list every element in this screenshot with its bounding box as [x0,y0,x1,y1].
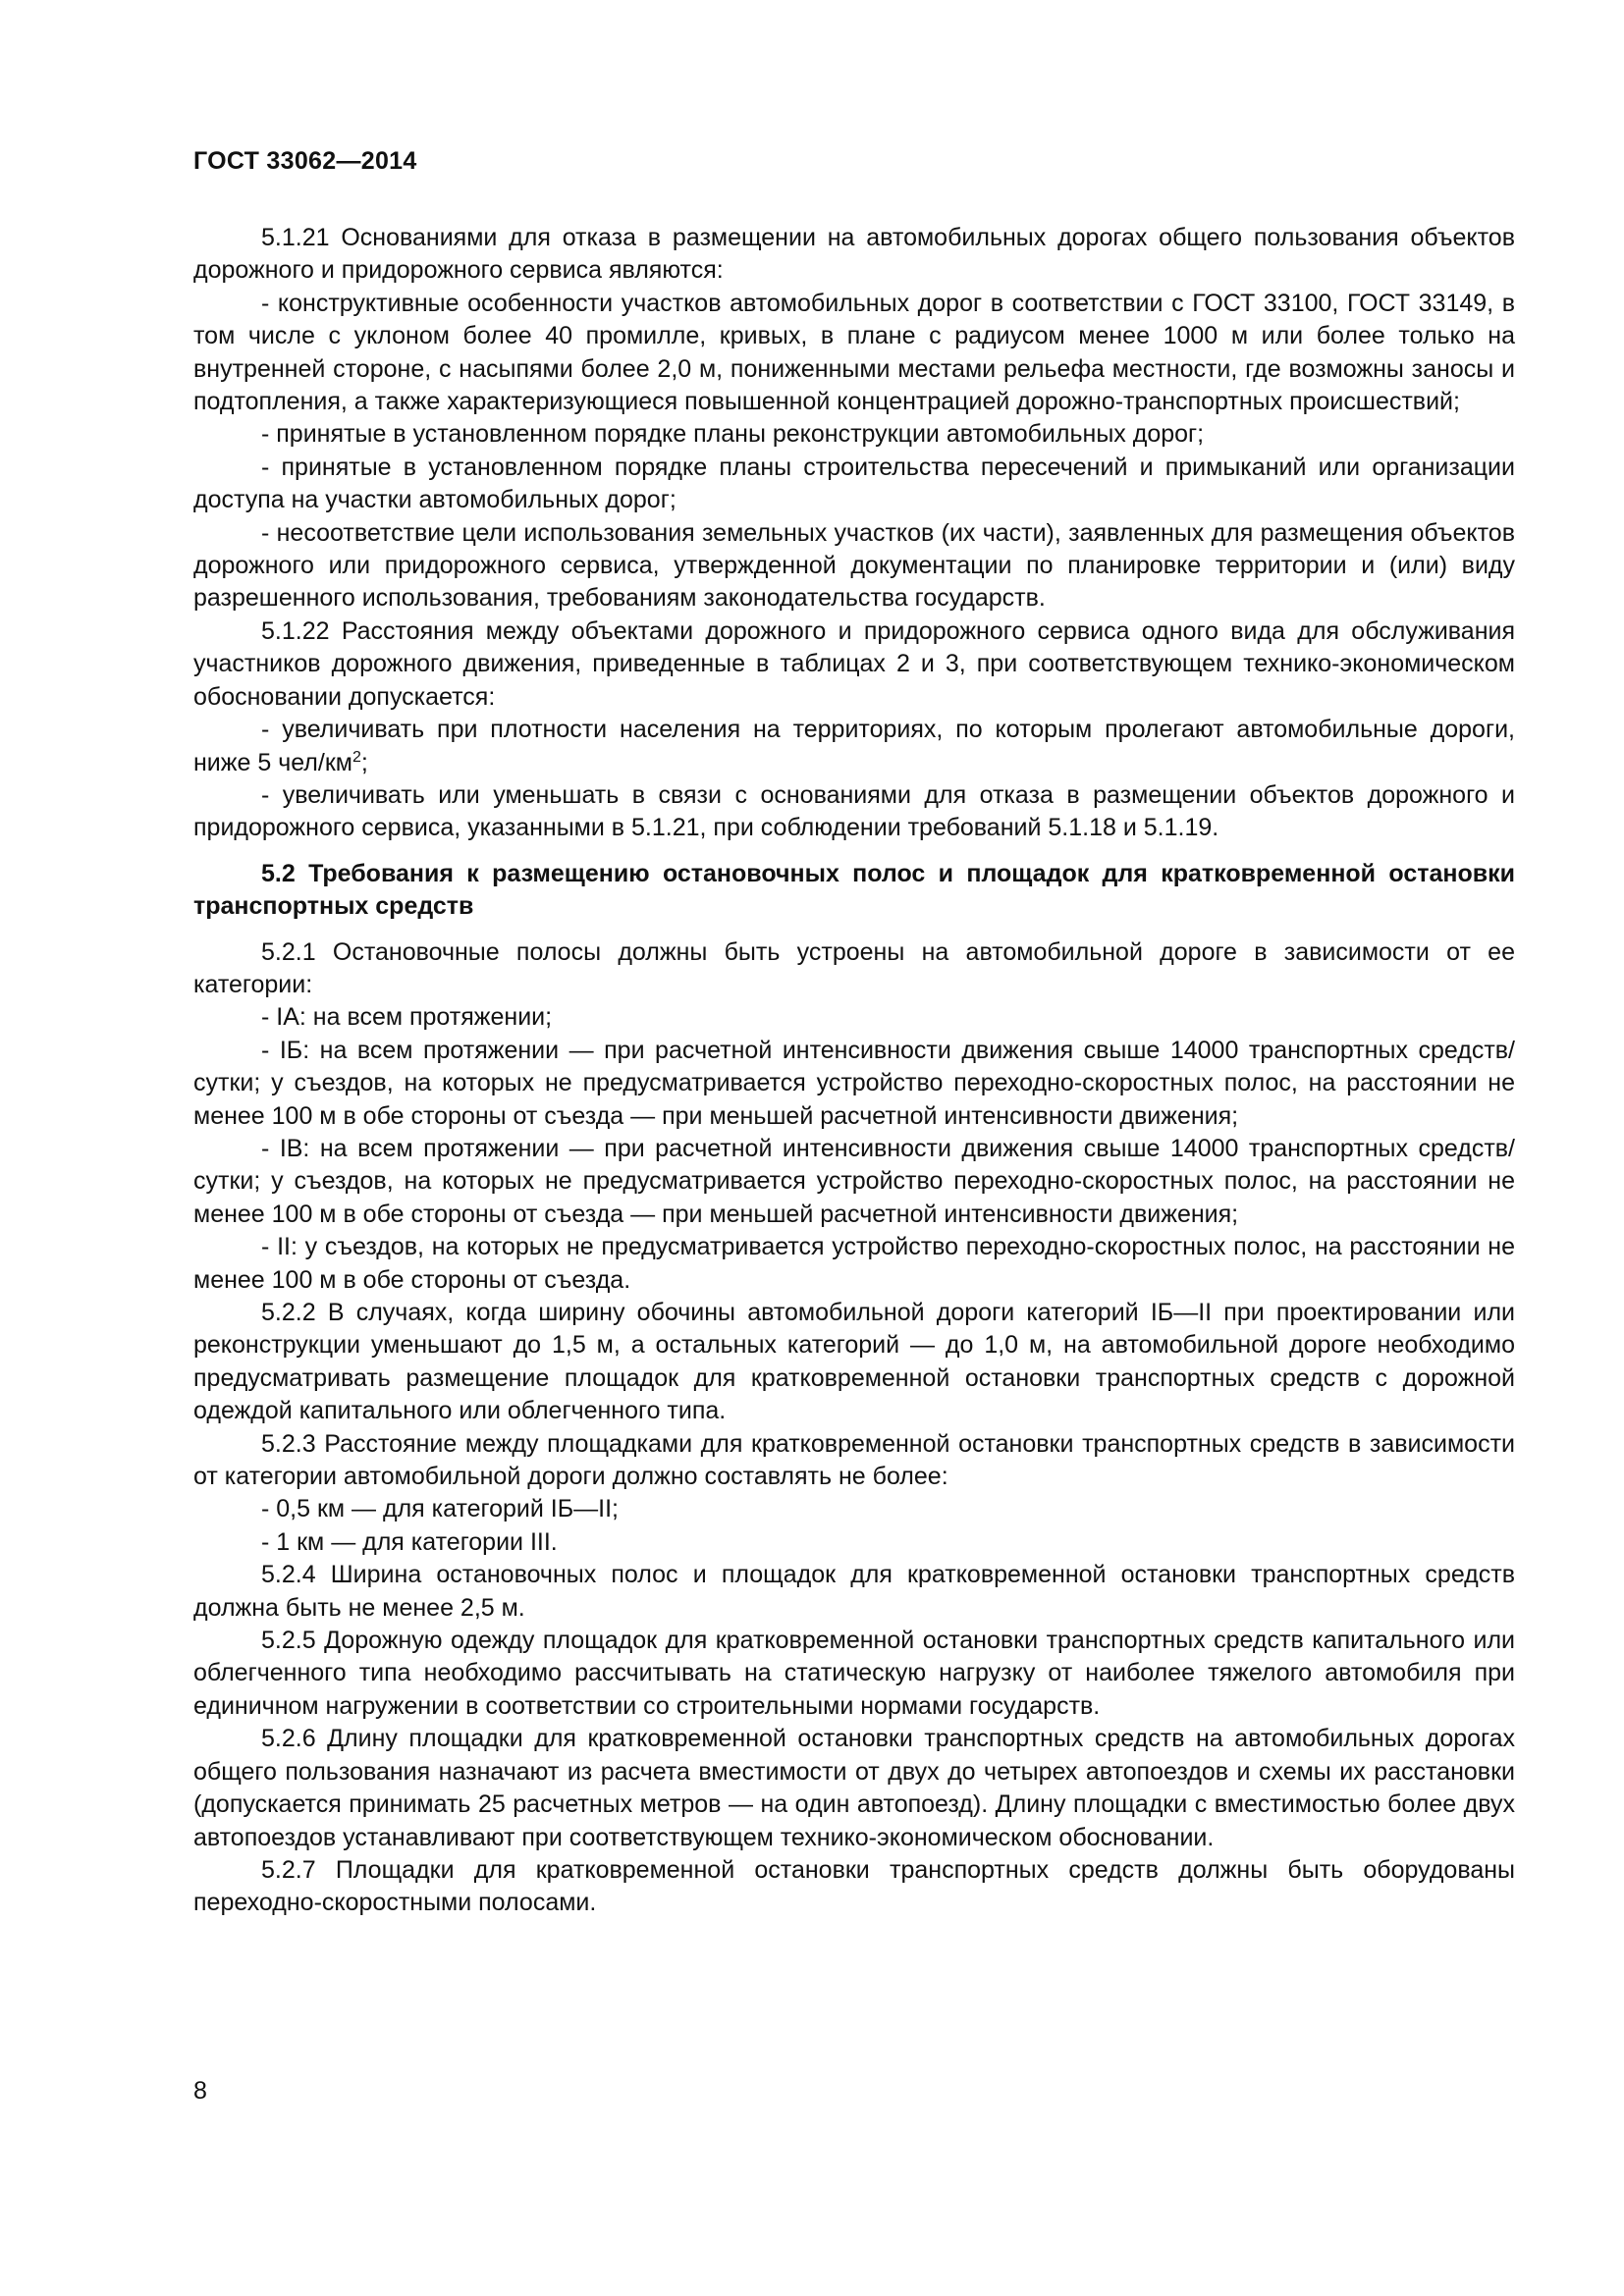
document-header-code: ГОСТ 33062—2014 [193,147,417,175]
clause-5-2-3-item-a: - 0,5 км — для категорий IБ—II; [261,1495,620,1523]
clause-5-2-1-item-d: - II: у съездов, на которых не предусматривается устройство переходно-скоростных полос, на расстоянии не менее 100 м в обе стороны от съезда. [193,1233,1515,1294]
clause-5-2-3-item-b: - 1 км — для категории III. [261,1527,558,1556]
clause-5-1-22: 5.1.22 Расстояния между объектами дорожного и придорожного сервиса одного вида для обслуживания участников дорожного движения, приведенные в таблицах 2 и 3, при соответствующем технико-экономическом обосновании допускается: [193,616,1515,711]
clause-5-2-6: 5.2.6 Длину площадки для кратковременной остановки транспортных средств на автомобильных дорогах общего пользования назначают из расчета вместимости от двух до четырех автопоездов и схемы их расстановки (допускается принимать 25 расчетных метров — на один автопоезд). Длину площадки с вместимостью более двух автопоездов устанавливают при соответствующем технико-экономическом обосновании. [193,1725,1515,1851]
clause-5-1-22-item-a-text: - увеличивать при плотности населения на территориях, по которым пролегают автомобильные дороги, ниже 5 чел/км [193,716,1515,776]
clause-5-2-5: 5.2.5 Дорожную одежду площадок для кратковременной остановки транспортных средств капитального или облегченного типа необходимо рассчитывать на статическую нагрузку от наиболее тяжелого автомобиля при единичном нагружении в соответствии со строительными нормами государств. [193,1627,1515,1720]
clause-5-2-3: 5.2.3 Расстояние между площадками для кратковременной остановки транспортных средств в зависимости от категории автомобильной дороги должно составлять не более: [193,1429,1515,1491]
clause-5-1-22-item-a-end: ; [360,748,368,776]
clause-5-1-21-item-c: - принятые в установленном порядке планы строительства пересечений и примыканий или организации доступа на участки автомобильных дорог; [193,453,1515,514]
clause-5-2-1: 5.2.1 Остановочные полосы должны быть устроены на автомобильной дороге в зависимости от ее категории: [193,937,1515,998]
clause-5-2-1-item-a: - IA: на всем протяжении; [261,1003,553,1032]
section-heading-5-2: 5.2 Требования к размещению остановочных полос и площадок для кратковременной остановки транспортных средств [193,859,1515,921]
clause-5-1-22-item-a [193,714,1515,779]
clause-5-2-7: 5.2.7 Площадки для кратковременной остановки транспортных средств должны быть оборудованы переходно-скоростными полосами. [193,1855,1515,1917]
clause-5-2-4: 5.2.4 Ширина остановочных полос и площадок для кратковременной остановки транспортных средств должна быть не менее 2,5 м. [193,1561,1515,1622]
clause-5-1-21-item-a: - конструктивные особенности участков автомобильных дорог в соответствии с ГОСТ 33100, ГОСТ 33149, в том числе с уклоном более 40 промилле, кривых, в плане с радиусом менее 1000 м или более только на внутренней стороне, с насыпями более 2,0 м, пониженными местами рельефа местности, где возможны заносы и подтопления, а также характеризующиеся повышенной концентрацией дорожно-транспортных происшествий; [193,289,1515,416]
clause-5-2-2: 5.2.2 В случаях, когда ширину обочины автомобильной дороги категорий IБ—II при проектировании или реконструкции уменьшают до 1,5 м, а остальных категорий — до 1,0 м, на автомобильной дороге необходимо предусматривать размещение площадок для кратковременной остановки транспортных средств с дорожной одеждой капитального или облегченного типа. [193,1299,1515,1425]
clause-5-1-22-item-b: - увеличивать или уменьшать в связи с основаниями для отказа в размещении объектов дорожного и придорожного сервиса, указанными в 5.1.21, при соблюдении требований 5.1.18 и 5.1.19. [193,780,1515,842]
document-body [193,222,1515,1920]
clause-5-2-1-item-b: - IБ: на всем протяжении — при расчетной интенсивности движения свыше 14000 транспортных средств/сутки; у съездов, на которых не предусматривается устройство переходно-скоростных полос, на расстоянии не менее 100 м в обе стороны от съезда — при меньшей расчетной интенсивности движения; [193,1036,1515,1130]
clause-5-1-21-item-d: - несоответствие цели использования земельных участков (их части), заявленных для размещения объектов дорожного или придорожного сервиса, утвержденной документации по планировке территории и (или) виду разрешенного использования, требованиям законодательства государств. [193,518,1515,613]
page-number: 8 [193,2077,207,2105]
clause-5-1-21-item-b: - принятые в установленном порядке планы реконструкции автомобильных дорог; [261,420,1205,449]
clause-5-2-1-item-c: - IB: на всем протяжении — при расчетной интенсивности движения свыше 14000 транспортных средств/сутки; у съездов, на которых не предусматривается устройство переходно-скоростных полос, на расстоянии не менее 100 м в обе стороны от съезда — при меньшей расчетной интенсивности движения; [193,1134,1515,1228]
clause-5-1-21: 5.1.21 Основаниями для отказа в размещении на автомобильных дорогах общего пользования объектов дорожного и придорожного сервиса являются: [193,224,1515,285]
superscript-two: 2 [352,748,361,766]
